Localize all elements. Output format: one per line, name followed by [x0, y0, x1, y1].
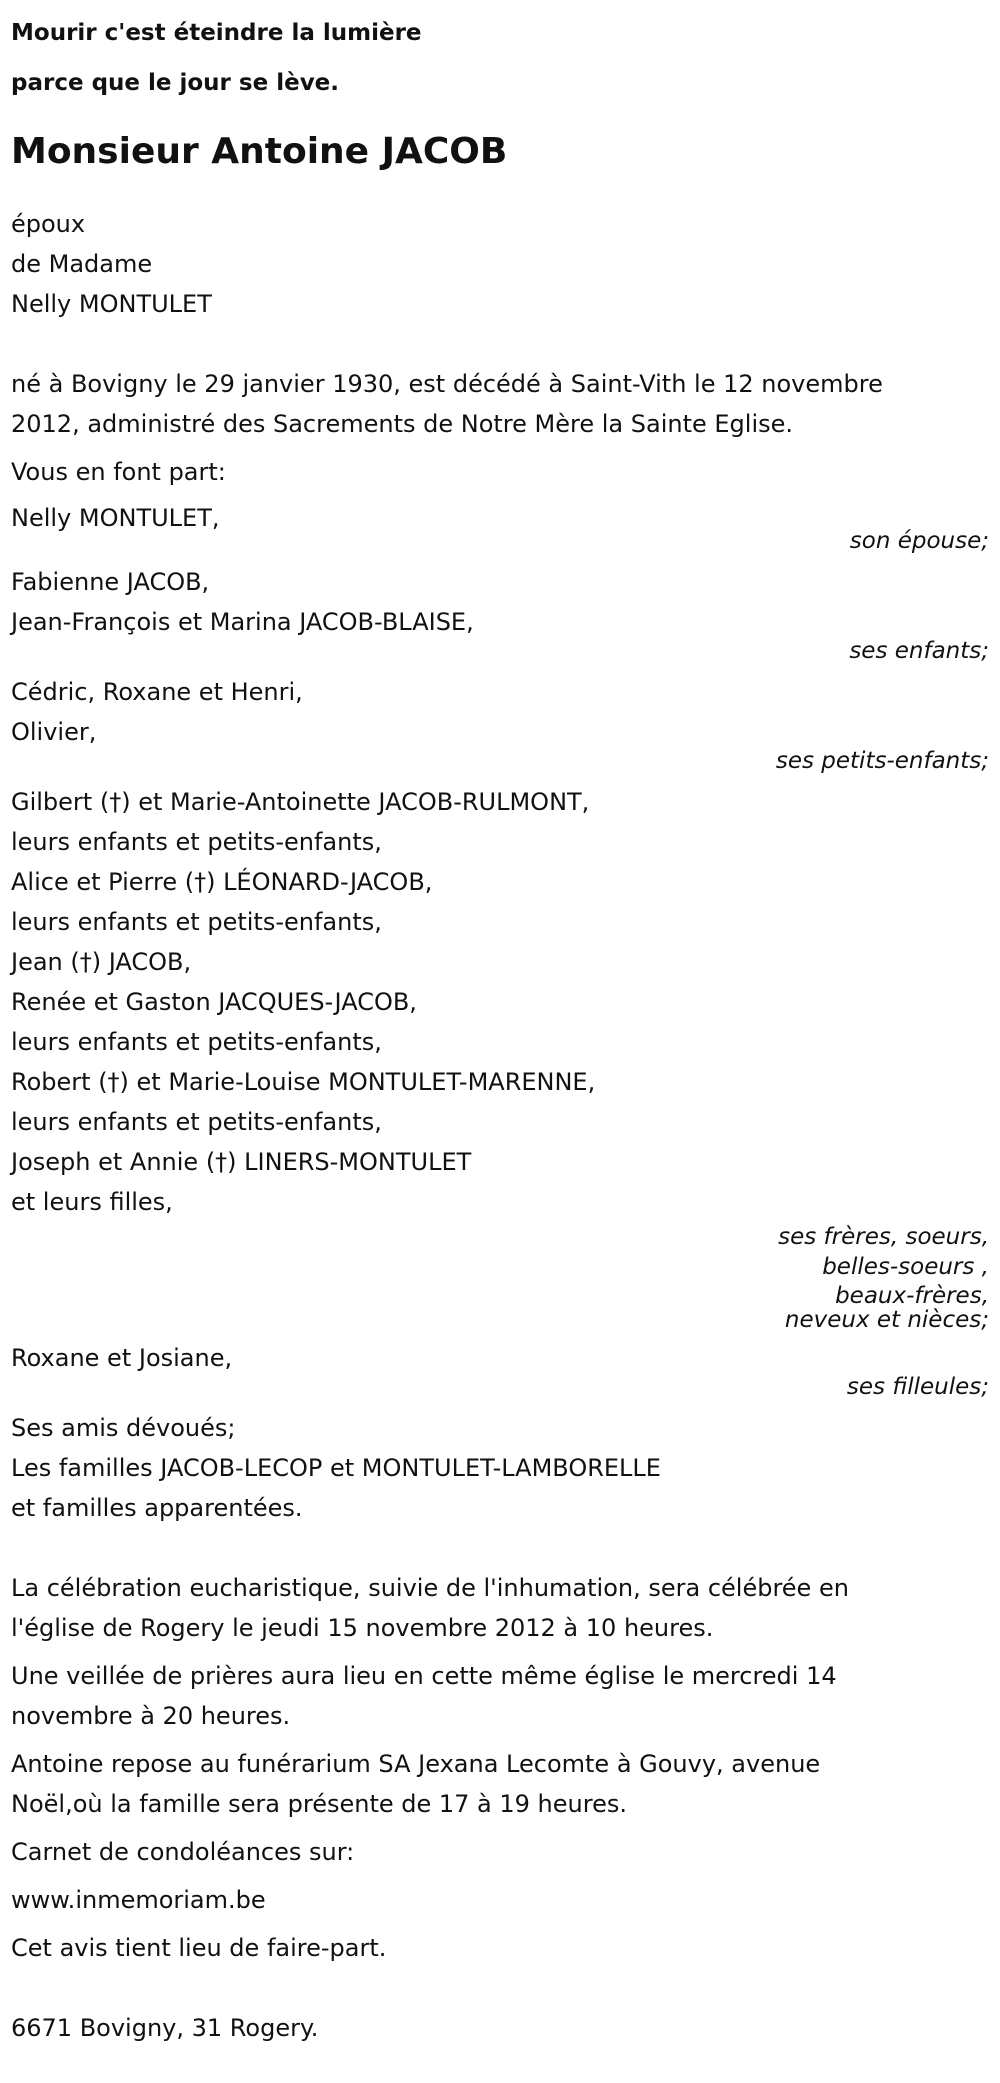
family-role: ses petits-enfants;	[775, 748, 989, 774]
spouse-line-3: Nelly MONTULET	[11, 290, 212, 318]
family-group-grandchildren	[11, 672, 989, 776]
funerarium-line-1: Antoine repose au funérarium SA Jexana Lecomte à Gouvy, avenue	[11, 1750, 821, 1778]
family-name-line: Robert (†) et Marie-Louise MONTULET-MARENNE,	[11, 1068, 596, 1096]
family-group-siblings	[11, 782, 989, 1332]
family-name-line: Alice et Pierre (†) LÉONARD-JACOB,	[11, 868, 433, 896]
family-role: neveux et nièces;	[784, 1307, 989, 1333]
condolences-label: Carnet de condoléances sur:	[11, 1838, 355, 1866]
family-name-line: Olivier,	[11, 718, 97, 746]
family-name-line: Fabienne JACOB,	[11, 568, 210, 596]
family-role: belles-soeurs ,	[822, 1254, 989, 1280]
family-name-line: Jean-François et Marina JACOB-BLAISE,	[11, 608, 474, 636]
family-group-goddaughters	[11, 1338, 989, 1402]
family-name-line: leurs enfants et petits-enfants,	[11, 828, 382, 856]
family-name-line: Gilbert (†) et Marie-Antoinette JACOB-RULMONT,	[11, 788, 590, 816]
announcement-intro: Vous en font part:	[11, 458, 226, 486]
notice-text: Cet avis tient lieu de faire-part.	[11, 1934, 387, 1962]
ceremony-line-1: La célébration eucharistique, suivie de l'inhumation, sera célébrée en	[11, 1574, 849, 1602]
spouse-line-2: de Madame	[11, 250, 153, 278]
family-group-children	[11, 562, 989, 666]
family-role: ses enfants;	[849, 638, 989, 664]
family-name-line: leurs enfants et petits-enfants,	[11, 908, 382, 936]
deceased-name: Monsieur Antoine JACOB	[11, 131, 508, 172]
family-name-line: Jean (†) JACOB,	[11, 948, 192, 976]
family-name-line: leurs enfants et petits-enfants,	[11, 1028, 382, 1056]
family-role: son épouse;	[849, 528, 989, 554]
friends-line-3: et familles apparentées.	[11, 1494, 303, 1522]
website-link[interactable]: www.inmemoriam.be	[11, 1886, 266, 1914]
spouse-line-1: époux	[11, 210, 86, 238]
vigil-line-1: Une veillée de prières aura lieu en cette même église le mercredi 14	[11, 1662, 837, 1690]
family-name-line: Joseph et Annie (†) LINERS-MONTULET	[11, 1148, 472, 1176]
birth-death-line-1: né à Bovigny le 29 janvier 1930, est décédé à Saint-Vith le 12 novembre	[11, 370, 883, 398]
family-role: ses filleules;	[846, 1374, 989, 1400]
funerarium-line-2: Noël,où la famille sera présente de 17 à 19 heures.	[11, 1790, 627, 1818]
family-name-line: Nelly MONTULET,	[11, 504, 220, 532]
quote-line-2: parce que le jour se lève.	[11, 70, 340, 96]
friends-line-2: Les familles JACOB-LECOP et MONTULET-LAMBORELLE	[11, 1454, 661, 1482]
family-role: ses frères, soeurs,	[778, 1224, 989, 1250]
birth-death-line-2: 2012, administré des Sacrements de Notre Mère la Sainte Eglise.	[11, 410, 794, 438]
family-name-line: Renée et Gaston JACQUES-JACOB,	[11, 988, 417, 1016]
family-name-line: et leurs filles,	[11, 1188, 173, 1216]
friends-line-1: Ses amis dévoués;	[11, 1414, 236, 1442]
address: 6671 Bovigny, 31 Rogery.	[11, 2014, 319, 2042]
ceremony-line-2: l'église de Rogery le jeudi 15 novembre 2012 à 10 heures.	[11, 1614, 714, 1642]
vigil-line-2: novembre à 20 heures.	[11, 1702, 291, 1730]
family-name-line: Cédric, Roxane et Henri,	[11, 678, 303, 706]
family-name-line: Roxane et Josiane,	[11, 1344, 233, 1372]
friends-block	[11, 1408, 989, 1528]
family-name-line: leurs enfants et petits-enfants,	[11, 1108, 382, 1136]
family-group-spouse	[11, 498, 989, 556]
family-role: beaux-frères,	[835, 1283, 989, 1309]
quote-line-1: Mourir c'est éteindre la lumière	[11, 20, 422, 46]
